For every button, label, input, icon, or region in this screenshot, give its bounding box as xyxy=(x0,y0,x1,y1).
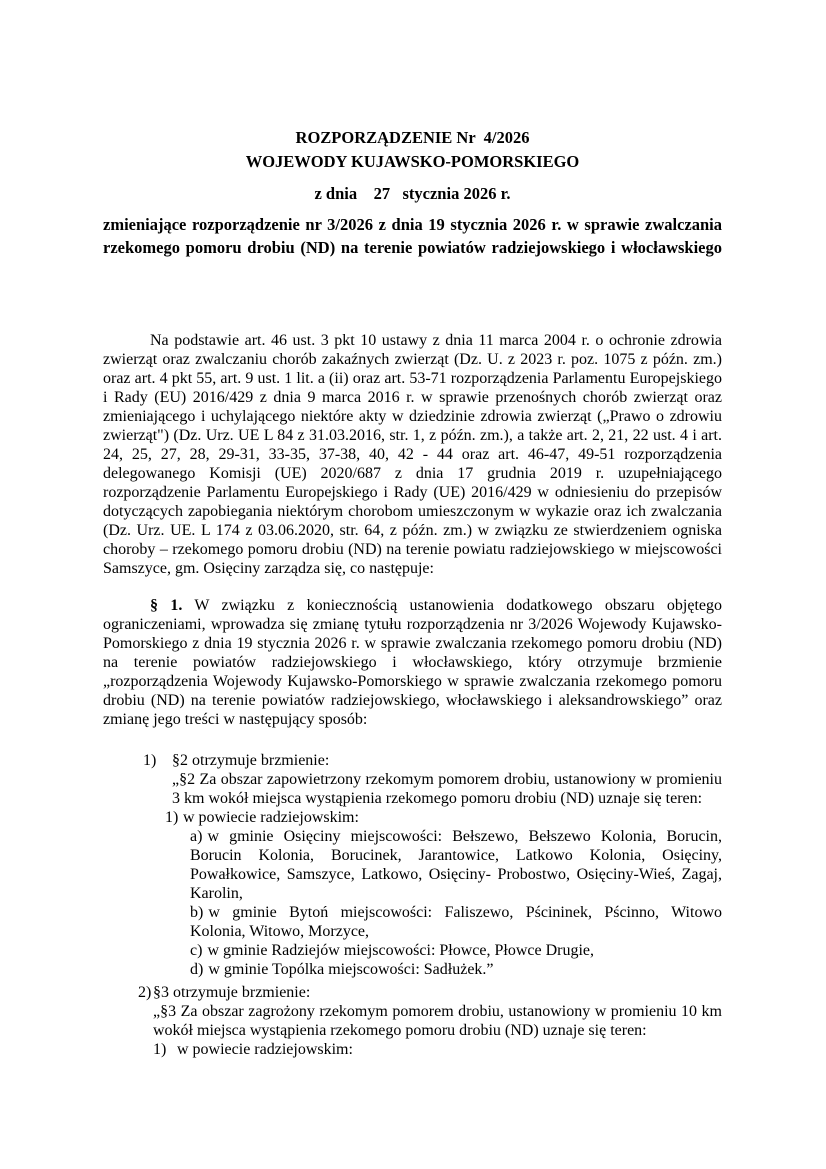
section-1-text: W związku z koniecznością ustanowienia dodatkowego obszaru objętego ograniczeniami, wprowadza się zmianę tytułu rozporządzenia nr 3/2026 Wojewody Kujawsko-Pomorskiego z dnia 19 stycznia 2026 r. w sprawie zwalczania rzekomego pomoru drobiu (ND) na terenie powiatów radziejowskiego i włocławskiego, który otrzymuje brzmienie „rozporządzenia Wojewody Kujawsko-Pomorskiego w sprawie zwalczania rzekomego pomoru drobiu (ND) na terenie powiatów radziejowskiego, włocławskiego i aleksandrowskiego” oraz zmianę jego treści w następujący sposób: xyxy=(103,597,723,728)
amendment-2-marker: 2) xyxy=(138,984,152,1001)
amendment-2-quote: „§3 Za obszar zagrożony rzekomym pomorem drobiu, ustanowiony w promieniu 10 km wokół miejsca wystąpienia rzekomego pomoru drobiu (ND) uznaje się teren: xyxy=(153,1003,722,1039)
date-line: z dnia 27 stycznia 2026 r. xyxy=(314,184,511,203)
amendment-1-points xyxy=(172,827,722,979)
section-1-paragraph xyxy=(103,596,722,729)
point-b xyxy=(190,903,722,941)
section-1-lead: § 1. xyxy=(150,597,183,614)
subject-heading: zmieniające rozporządzenie nr 3/2026 z dnia 19 stycznia 2026 r. w sprawie zwalczania rzekomego pomoru drobiu (ND) na terenie powiatów radziejowskiego i włocławskiego xyxy=(103,215,722,257)
point-d xyxy=(190,960,722,979)
point-a-marker: a) xyxy=(190,828,203,845)
amendment-2-sub-1 xyxy=(153,1040,722,1059)
amendment-2-intro: §3 otrzymuje brzmienie: xyxy=(153,984,311,1001)
amendment-2-sub-1-marker: 1) xyxy=(153,1041,167,1058)
point-a-text: w gminie Osięciny miejscowości: Bełszewo, Bełszewo Kolonia, Borucin, Borucin Kolonia, Borucinek, Jarantowice, Latkowo Kolonia, Osięciny, Powałkowice, Samszyce, Latkowo, Osięciny- Probostwo, Osięciny-Wieś, Zagaj, Karolin, xyxy=(190,828,722,902)
point-c-text: w gminie Radziejów miejscowości: Płowce, Płowce Drugie, xyxy=(207,942,595,959)
amendment-1-sub-1-marker: 1) xyxy=(165,809,179,826)
point-b-text: w gminie Bytoń miejscowości: Faliszewo, Pścininek, Pścinno, Witowo Kolonia, Witowo, Morzyce, xyxy=(190,904,722,940)
amendment-1-marker: 1) xyxy=(143,752,157,769)
amendment-2-sub-1-text: w powiecie radziejowskim: xyxy=(177,1041,353,1058)
amendment-1-content xyxy=(103,751,722,979)
legal-basis-paragraph: Na podstawie art. 46 ust. 3 pkt 10 ustawy z dnia 11 marca 2004 r. o ochronie zdrowia zwierząt oraz zwalczaniu chorób zakaźnych zwierząt (Dz. U. z 2023 r. poz. 1075 z późn. zm.) oraz art. 4 pkt 55, art. 9 ust. 1 lit. a (ii) oraz art. 53-71 rozporządzenia Parlamentu Europejskiego i Rady (EU) 2016/429 z dnia 9 marca 2016 r. w sprawie przenośnych chorób zwierząt oraz zmieniającego i uchylającego niektóre akty w dziedzinie zdrowia zwierząt („Prawo o zdrowiu zwierząt") (Dz. Urz. UE L 84 z 31.03.2016, str. 1, z późn. zm.), a także art. 2, 21, 22 ust. 4 i art. 24, 25, 27, 28, 29-31, 33-35, 37-38, 40, 42 - 44 oraz art. 46-47, 49-51 rozporządzenia delegowanego Komisji (UE) 2020/687 z dnia 17 grudnia 2019 r. uzupełniającego rozporządzenie Parlamentu Europejskiego i Rady (UE) 2016/429 w odniesieniu do przepisów dotyczących zapobiegania niektórym chorobom umieszczonym w wykazie oraz ich zwalczania (Dz. Urz. UE. L 174 z 03.06.2020, str. 64, z późn. zm.) w związku ze stwierdzeniem ogniska choroby – rzekomego pomoru drobiu (ND) na terenie powiatu radziejowskiego w miejscowości Samszyce, gm. Osięciny zarządza się, co następuje: xyxy=(103,332,722,577)
amendment-1-sub-1-text: w powiecie radziejowskim: xyxy=(183,809,359,826)
amendment-1-sub-1 xyxy=(165,808,722,827)
title-line-1: ROZPORZĄDZENIE Nr 4/2026 xyxy=(295,128,530,147)
amendment-2-content xyxy=(103,983,722,1059)
point-b-marker: b) xyxy=(190,904,204,921)
point-c xyxy=(190,941,722,960)
amendment-1-quote: „§2 Za obszar zapowietrzony rzekomym pomorem drobiu, ustanowiony w promieniu 3 km wokół miejsca wystąpienia rzekomego pomoru drobiu (ND) uznaje się teren: xyxy=(172,771,722,807)
amendment-1-intro: §2 otrzymuje brzmienie: xyxy=(172,752,330,769)
amendment-item-1 xyxy=(103,751,722,979)
point-c-marker: c) xyxy=(190,942,203,959)
title-line-2: WOJEWODY KUJAWSKO-POMORSKIEGO xyxy=(245,152,580,171)
point-d-text: w gminie Topólka miejscowości: Sadłużek.” xyxy=(208,961,494,978)
amendment-item-2 xyxy=(103,983,722,1059)
amendments-list xyxy=(103,751,722,1059)
point-a xyxy=(190,827,722,903)
point-d-marker: d) xyxy=(190,961,204,978)
document-header xyxy=(103,126,722,259)
